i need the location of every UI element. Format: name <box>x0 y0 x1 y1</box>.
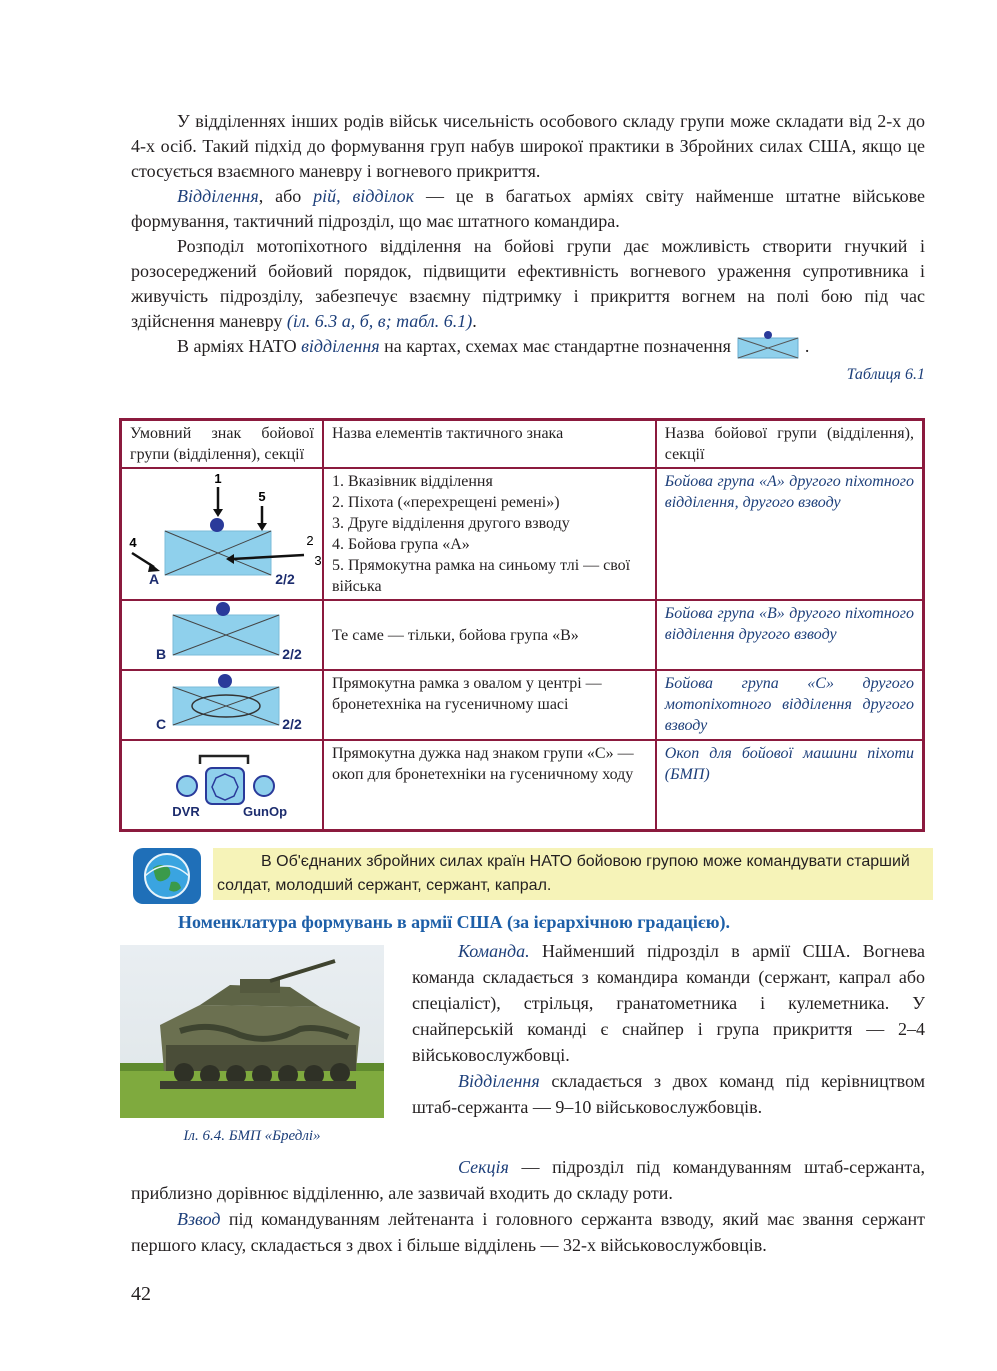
table-row <box>121 670 924 740</box>
note-text <box>213 848 933 900</box>
group-letter-c: C <box>155 716 167 732</box>
paragraph-3-end: . <box>472 311 477 331</box>
team-text: Найменший підрозділ в армії США. Вогнева команда складається з командира команди (сержант, капрал або спеціаліст), стрільця, гранатометника і кулеметника. У снайперській команді є снайпер і група прикриття — 2–4 військовослужбовці. <box>412 941 925 1065</box>
table-row <box>121 468 924 600</box>
fraction-label: 2/2 <box>282 716 302 732</box>
group-c-symbol-icon <box>122 671 322 733</box>
symbol-group-b <box>121 600 324 670</box>
group-cell: Бойова група «С» другого мотопіхотного відділення другого взводу <box>656 670 924 740</box>
section-heading: Номенклатура формувань в армії США (за ієрархічною градацією). <box>178 912 730 932</box>
group-cell: Окоп для бойової машини піхоти (БМП) <box>656 740 924 830</box>
squad-paragraph <box>412 1068 925 1120</box>
paragraph-4-end: . <box>804 336 810 356</box>
element-name: 5. Прямокутна рамка на синьому тлі — свої війська <box>332 557 631 595</box>
fraction-label: 2/2 <box>282 646 302 662</box>
table-header-group: Назва бойової групи (відділення), секції <box>656 420 924 469</box>
bmp-trench-symbol-icon <box>122 742 322 822</box>
table-row <box>121 600 924 670</box>
table-row <box>121 740 924 830</box>
names-cell: Те саме — тільки, бойова група «В» <box>323 600 656 670</box>
term-viddilennia: Відділення <box>177 186 259 206</box>
group-letter-b: B <box>155 646 167 662</box>
names-cell: Прямокутна дужка над знаком групи «С» — окоп для бронетехніки на гусеничному ходу <box>323 740 656 830</box>
platoon-text: під командуванням лейтенанта і головного сержанта взводу, який має звання сержант першого класу, складається з двох і більше відділень — 32-х військовослужбовців. <box>131 1209 925 1255</box>
term-rii: рій, відділок <box>313 186 415 206</box>
element-name: 3. Друге відділення другого взводу <box>332 515 570 532</box>
section-text: — підрозділ під командуванням штаб-сержанта, приблизно дорівнює відділенню, але зазвичай входить до складу роти. <box>131 1157 925 1203</box>
paragraph-3-text: Розподіл мотопіхотного відділення на бойові групи дає можливість створити гнучкий і розосереджений бойовий порядок, підвищити ефективність вогневого ураження супротивника і живучість підрозділу, забезпечує взаємну підтримку і прикриття вогнем на полі бою під час здійснення маневру <box>131 236 925 331</box>
globe-note-icon <box>131 846 203 906</box>
right-column-text <box>412 938 925 1120</box>
page-number: 42 <box>131 1283 151 1305</box>
group-cell: Бойова група «В» другого піхотного відділення другого взводу <box>656 600 924 670</box>
symbol-group-a <box>121 468 324 600</box>
paragraph-3 <box>131 234 925 334</box>
gunop-label: GunOp <box>242 803 288 819</box>
squad-text: складається з двох команд під керівництвом штаб-сержанта — 9–10 військовослужбовців. <box>412 1071 925 1117</box>
symbol-group-c <box>121 670 324 740</box>
element-name: 2. Піхота («перехрещені ремені») <box>332 494 560 511</box>
term-komanda: Команда. <box>458 941 530 961</box>
team-paragraph <box>412 938 925 1068</box>
intro-text <box>131 109 925 387</box>
names-cell <box>323 468 656 600</box>
group-cell: Бойова група «А» другого піхотного відділення, другого взводу <box>656 468 924 600</box>
table-header-symbol: Умовний знак бойової групи (відділення), секції <box>121 420 324 469</box>
term-viddilennia-3: Відділення <box>458 1071 540 1091</box>
term-vzvod: Взвод <box>177 1209 221 1229</box>
paragraph-4-rest: на картах, схемах має стандартне позначення <box>379 336 731 356</box>
fraction-label: 2/2 <box>275 571 295 587</box>
table-header-names: Назва елементів тактичного знака <box>323 420 656 469</box>
element-name: 1. Вказівник відділення <box>332 473 493 490</box>
paragraph-1: У відділеннях інших родів військ чисельність особового складу групи може складати від 2-х до 4-х осіб. Такий підхід до формування груп набув широкої практики в Збройних силах США, якщо це стосується взаємного маневру і вогневого прикриття. <box>131 111 925 181</box>
label-3: 3 <box>314 553 322 568</box>
paragraph-2-rest: — це в багатьох арміях світу найменше штатне військове формування, тактичний підрозділ, що має штатного командира. <box>131 186 925 231</box>
tactical-signs-table <box>119 418 925 832</box>
group-b-symbol-icon <box>122 601 322 663</box>
label-1: 1 <box>214 471 222 486</box>
paragraph-2-mid: , або <box>258 186 314 206</box>
photo-caption: Іл. 6.4. БМП «Бредлі» <box>183 1128 321 1144</box>
illustration-reference: (іл. 6.3 а, б, в; табл. 6.1) <box>286 311 473 331</box>
note-content: В Об'єднаних збройних силах країн НАТО бойовою групою може командувати старший солдат, молодший сержант, сержант, капрал. <box>217 853 910 894</box>
paragraph-2 <box>131 184 925 234</box>
paragraph-4-start: В арміях НАТО <box>177 336 302 356</box>
table-header-row <box>121 420 924 469</box>
bradley-ifv-photo <box>120 945 384 1118</box>
section-paragraph <box>131 1154 925 1206</box>
paragraph-4 <box>131 334 925 360</box>
label-4: 4 <box>129 535 137 550</box>
note-box <box>131 846 925 898</box>
symbol-bmp-trench <box>121 740 324 830</box>
term-viddilennia-2: відділення <box>301 336 380 356</box>
label-2: 2 <box>306 533 314 548</box>
bottom-text <box>131 1154 925 1258</box>
element-name: 4. Бойова група «А» <box>332 536 470 553</box>
label-5: 5 <box>258 489 266 504</box>
group-letter-a: A <box>148 571 160 587</box>
names-cell: Прямокутна рамка з овалом у центрі — бронетехніка на гусеничному шасі <box>323 670 656 740</box>
nato-squad-symbol-icon <box>735 330 801 360</box>
term-sektsiia: Секція <box>458 1157 509 1177</box>
platoon-paragraph <box>131 1206 925 1258</box>
group-a-symbol-icon <box>122 471 322 591</box>
dvr-label: DVR <box>172 803 200 819</box>
table-caption: Таблиця 6.1 <box>846 365 925 383</box>
